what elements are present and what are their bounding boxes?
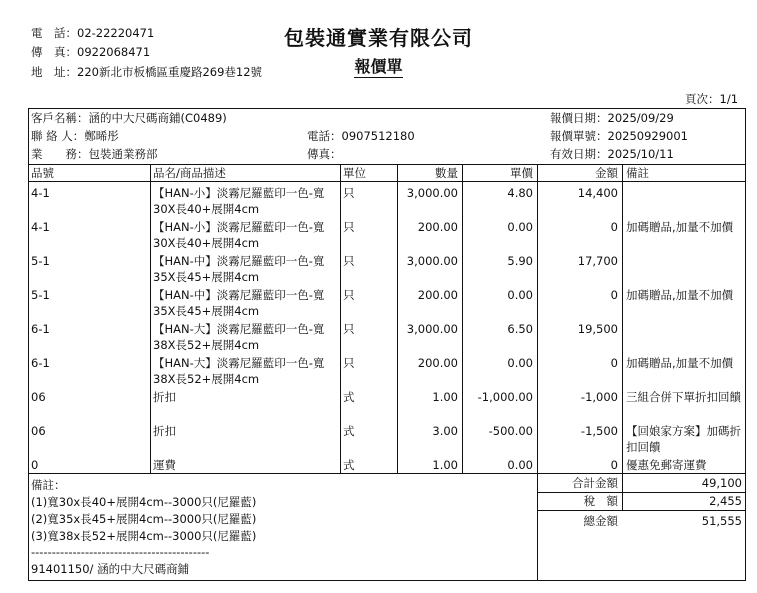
cell-price: 0.00 — [507, 220, 533, 234]
cell-price: 0.00 — [507, 458, 533, 472]
cell-note: 優惠免郵寄運費 — [626, 458, 707, 472]
cell-unit: 只 — [343, 254, 355, 268]
cell-unit: 只 — [343, 356, 355, 370]
cell-code: 6-1 — [31, 356, 50, 370]
cell-name: 運費 — [153, 458, 176, 472]
cell-code: 0 — [31, 458, 39, 472]
page-number: 頁次：1/1 — [685, 92, 739, 106]
cell-note: 加碼贈品,加量不加價 — [626, 220, 734, 234]
remark-line-2: (2)寬35x長45+展開4cm--3000只(尼羅藍) — [31, 512, 257, 526]
col-header-name: 品名/商品描述 — [153, 166, 226, 180]
customer-fax: 傳真： — [307, 147, 342, 161]
cell-code: 5-1 — [31, 254, 50, 268]
quote-date: 報價日期：2025/09/29 — [550, 111, 674, 125]
remark-line-3: (3)寬38x長52+展開4cm--3000只(尼羅藍) — [31, 529, 257, 543]
total-value: 51,555 — [701, 514, 742, 528]
contact-person: 聯 絡 人：鄭晞彤 — [31, 129, 119, 143]
cell-amount: 14,400 — [577, 186, 618, 200]
cell-name: 【HAN-小】淡霧尼羅藍印一色-寬30X長40+展開4cm — [153, 220, 325, 250]
tax-label: 稅 額 — [583, 494, 618, 508]
cell-price: 5.90 — [507, 254, 533, 268]
cell-qty: 1.00 — [432, 390, 458, 404]
subtotal-label: 合計金額 — [572, 476, 618, 490]
cell-amount: 0 — [610, 288, 618, 302]
cell-price: -1,000.00 — [477, 390, 533, 404]
cell-amount: 17,700 — [577, 254, 618, 268]
cell-name: 【HAN-大】淡霧尼羅藍印一色-寬38X長52+展開4cm — [153, 322, 325, 352]
cell-note: 加碼贈品,加量不加價 — [626, 356, 734, 370]
col-header-code: 品號 — [31, 166, 54, 180]
cell-qty: 3,000.00 — [406, 254, 458, 268]
cell-note: 【回娘家方案】加碼折扣回饋 — [626, 424, 741, 454]
phone-line: 電 話：02-22220471 — [31, 26, 155, 40]
cell-name: 【HAN-大】淡霧尼羅藍印一色-寬38X長52+展開4cm — [153, 356, 325, 386]
col-header-price: 單價 — [510, 166, 533, 180]
cell-qty: 200.00 — [417, 288, 458, 302]
col-header-amount: 金額 — [595, 166, 618, 180]
cell-amount: 19,500 — [577, 322, 618, 336]
cell-code: 5-1 — [31, 288, 50, 302]
cell-unit: 只 — [343, 220, 355, 234]
cell-price: 0.00 — [507, 288, 533, 302]
cell-amount: 0 — [610, 458, 618, 472]
cell-name: 【HAN-中】淡霧尼羅藍印一色-寬35X長45+展開4cm — [153, 254, 325, 284]
cell-name: 折扣 — [153, 424, 176, 438]
cell-unit: 式 — [343, 390, 355, 404]
cell-qty: 3,000.00 — [406, 322, 458, 336]
cell-name: 【HAN-小】淡霧尼羅藍印一色-寬30X長40+展開4cm — [153, 186, 325, 216]
cell-unit: 只 — [343, 288, 355, 302]
remark-footer: 91401150/ 涵的中大尺碼商鋪 — [31, 562, 190, 576]
tax-value: 2,455 — [709, 494, 742, 508]
sales-dept: 業 務：包裝通業務部 — [31, 147, 158, 161]
col-header-note: 備註 — [626, 166, 649, 180]
cell-qty: 3.00 — [432, 424, 458, 438]
cell-qty: 3,000.00 — [406, 186, 458, 200]
cell-unit: 只 — [343, 186, 355, 200]
cell-qty: 200.00 — [417, 220, 458, 234]
col-header-unit: 單位 — [343, 166, 366, 180]
cell-note: 三組合併下單折扣回饋 — [626, 390, 741, 404]
address-line: 地 址：220新北市板橋區重慶路269巷12號 — [31, 65, 263, 79]
cell-code: 4-1 — [31, 220, 50, 234]
cell-unit: 式 — [343, 458, 355, 472]
total-label: 總金額 — [583, 514, 618, 528]
cell-qty: 1.00 — [432, 458, 458, 472]
remarks-label: 備註： — [31, 478, 66, 492]
cell-amount: -1,500 — [580, 424, 618, 438]
customer-name: 客戶名稱：涵的中大尺碼商鋪(C0489) — [31, 111, 227, 125]
cell-price: -500.00 — [488, 424, 533, 438]
customer-tel: 電話：0907512180 — [307, 129, 415, 143]
cell-name: 【HAN-中】淡霧尼羅藍印一色-寬35X長45+展開4cm — [153, 288, 325, 318]
valid-date: 有效日期：2025/10/11 — [550, 147, 674, 161]
cell-amount: 0 — [610, 220, 618, 234]
subtotal-value: 49,100 — [701, 476, 742, 490]
quote-number: 報價單號：20250929001 — [550, 129, 688, 143]
cell-code: 06 — [31, 390, 46, 404]
cell-price: 0.00 — [507, 356, 533, 370]
remark-line-1: (1)寬30x長40+展開4cm--3000只(尼羅藍) — [31, 495, 257, 509]
cell-price: 6.50 — [507, 322, 533, 336]
remark-separator: ------------------------------------------- — [31, 545, 210, 559]
fax-line: 傳 真：0922068471 — [31, 45, 151, 59]
company-name: 包裝通實業有限公司 — [284, 26, 473, 50]
cell-amount: -1,000 — [580, 390, 618, 404]
cell-note: 加碼贈品,加量不加價 — [626, 288, 734, 302]
cell-code: 4-1 — [31, 186, 50, 200]
document-title: 報價單 — [354, 57, 403, 76]
cell-price: 4.80 — [507, 186, 533, 200]
col-header-qty: 數量 — [435, 166, 458, 180]
cell-unit: 只 — [343, 322, 355, 336]
cell-qty: 200.00 — [417, 356, 458, 370]
cell-name: 折扣 — [153, 390, 176, 404]
cell-code: 06 — [31, 424, 46, 438]
cell-code: 6-1 — [31, 322, 50, 336]
cell-amount: 0 — [610, 356, 618, 370]
cell-unit: 式 — [343, 424, 355, 438]
